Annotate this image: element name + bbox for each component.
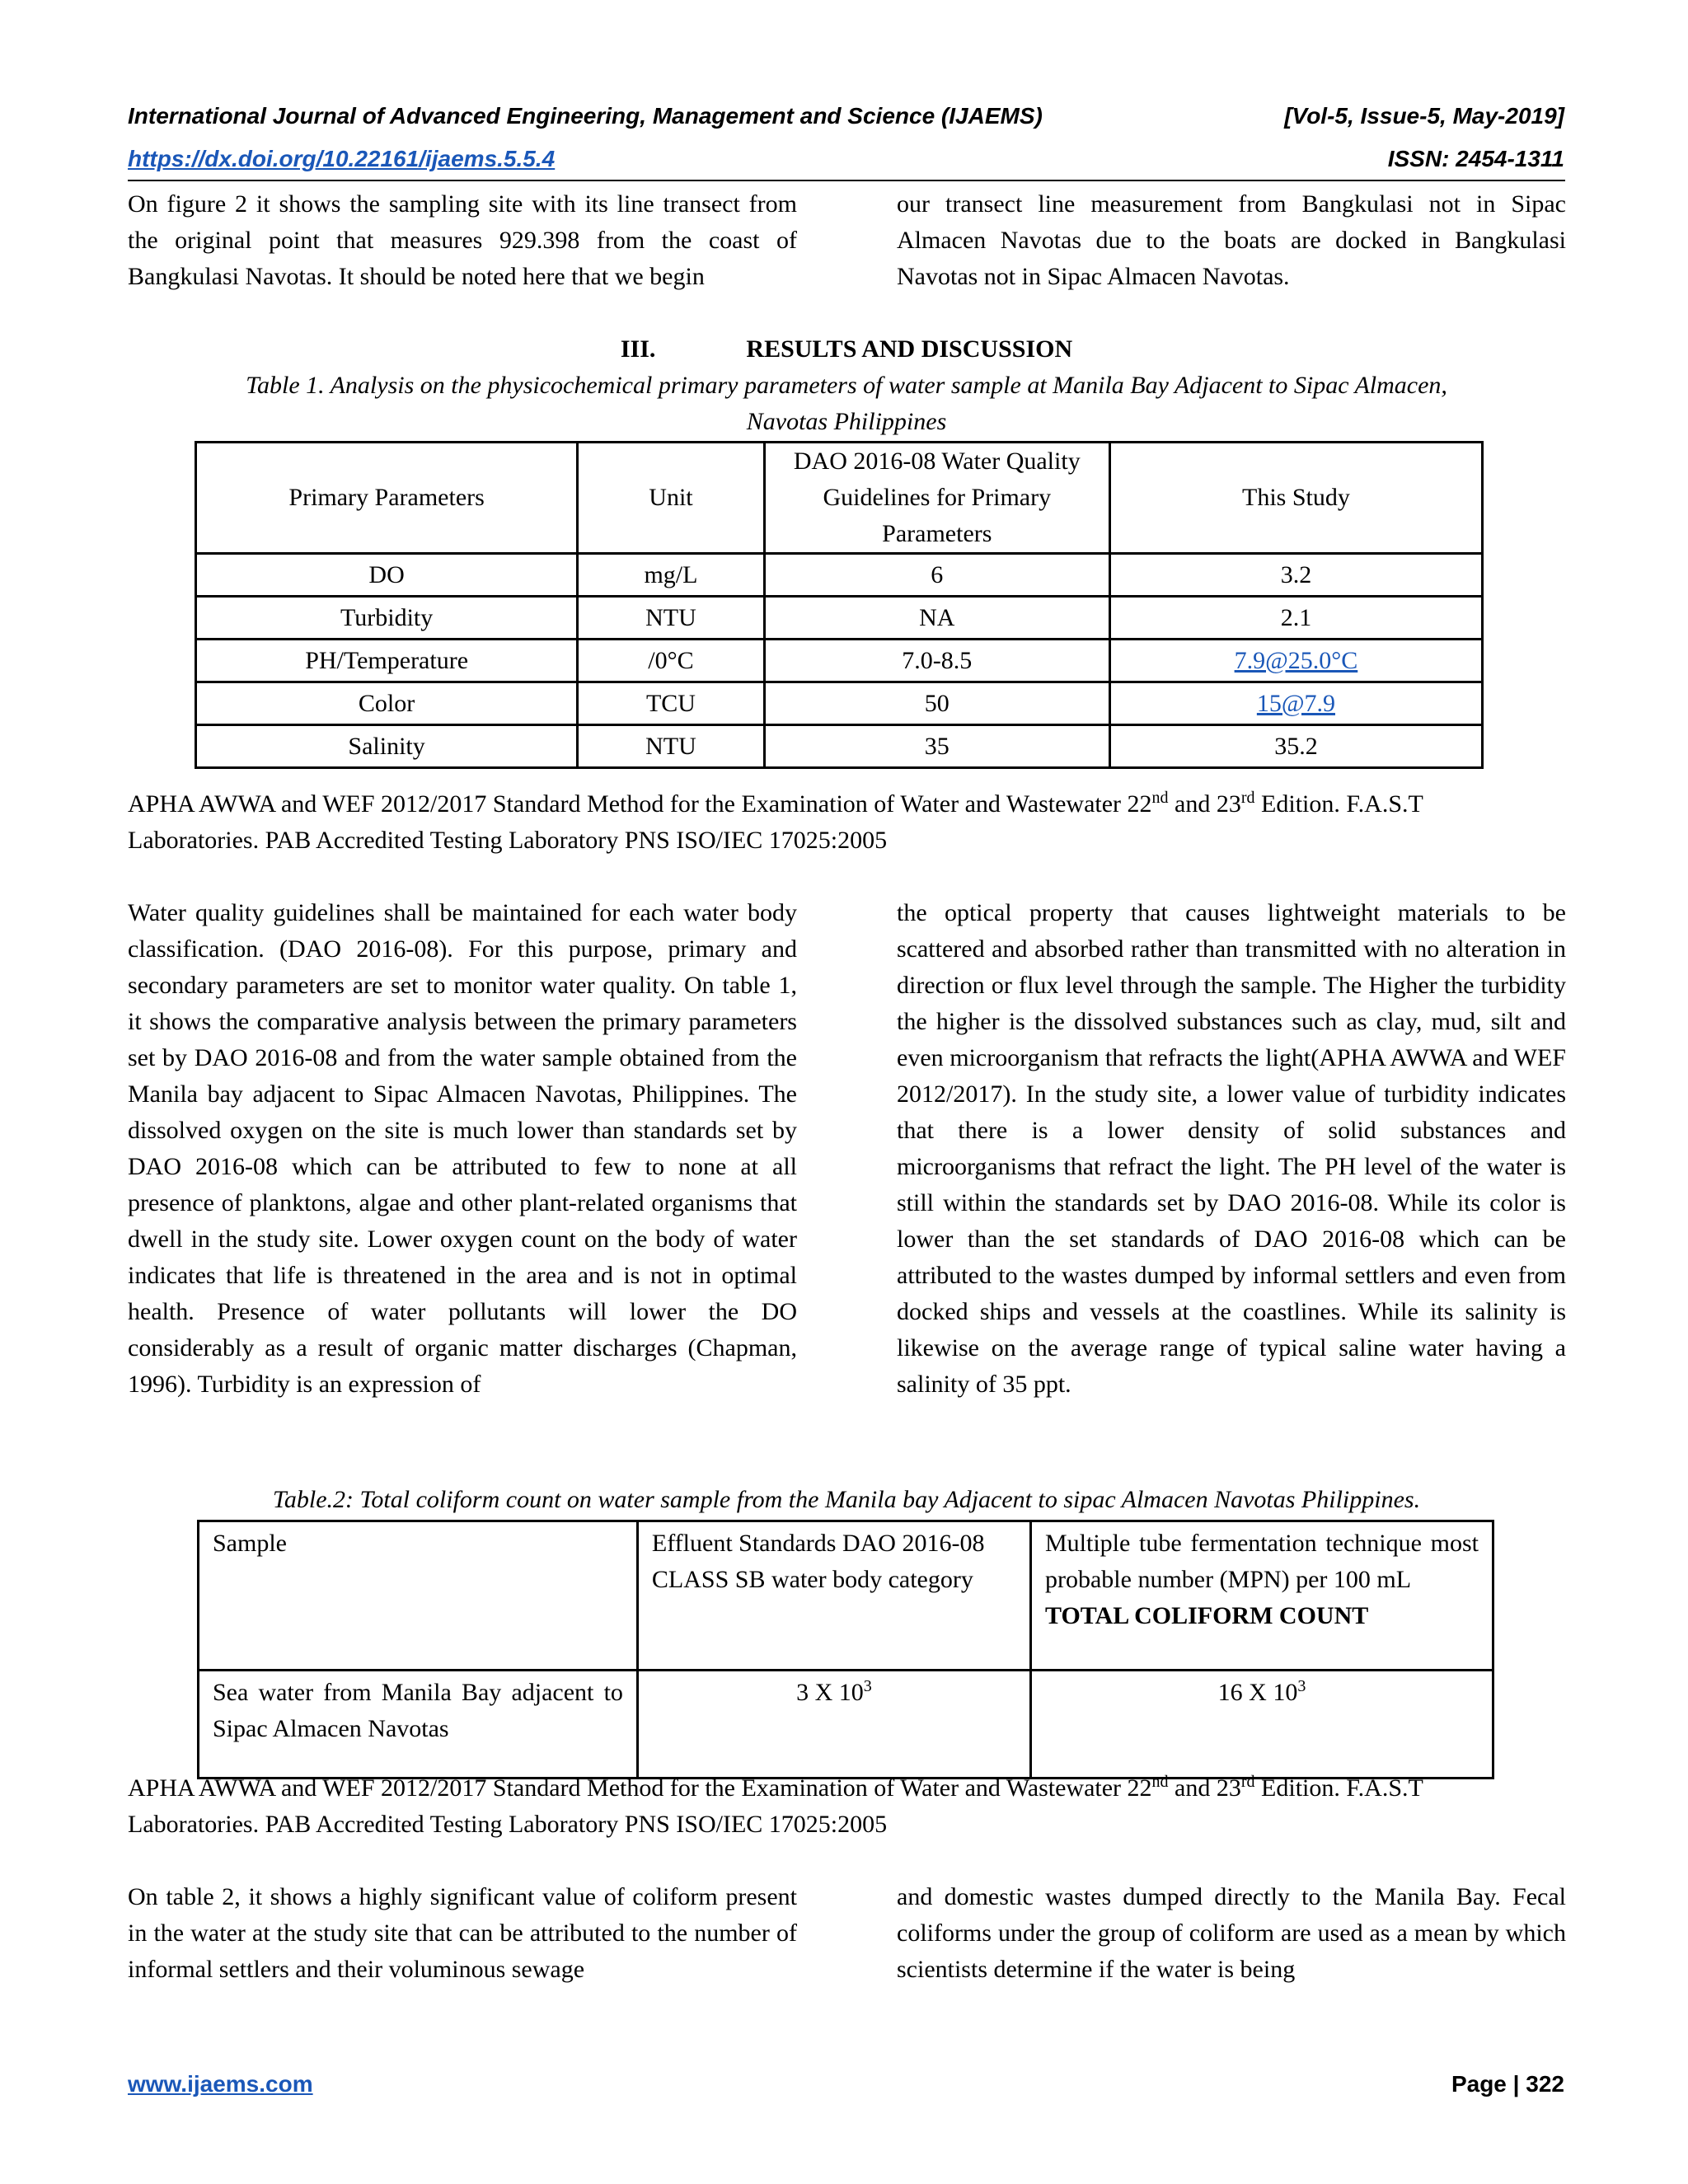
intro-right-column xyxy=(897,186,1566,295)
footer-website-link[interactable]: www.ijaems.com xyxy=(128,2071,313,2097)
section-number: III. xyxy=(620,335,656,363)
table-cell: 3.2 xyxy=(1109,554,1482,597)
final-left-column xyxy=(128,1879,797,1988)
table1-header-cell: DAO 2016-08 Water Quality Guidelines for Primary Parameters xyxy=(764,443,1109,554)
source-note-line1: APHA AWWA and WEF 2012/2017 Standard Method for the Examination of Water and Wastewater 22nd and 23rd Edition. F.A.S.T xyxy=(128,789,1423,818)
body-right-column xyxy=(897,895,1566,1403)
page-number: Page | 322 xyxy=(1451,2071,1564,2097)
table2-source-note xyxy=(128,1770,1565,1843)
table2-caption: Table.2: Total coliform count on water sample from the Manila bay Adjacent to sipac Almacen Navotas Philippines. xyxy=(272,1486,1421,1513)
table1-header-cell: This Study xyxy=(1109,443,1482,554)
source-note-line2: Laboratories. PAB Accredited Testing Laboratory PNS ISO/IEC 17025:2005 xyxy=(128,1811,888,1838)
table1-header-row xyxy=(196,443,1483,554)
table1-header-cell: Unit xyxy=(578,443,765,554)
body-right-paragraph: the optical property that causes lightweight materials to be scattered and absorbed rather than transmitted with no alteration in direction or flux level through the sample. The Higher the turbidity the higher is the dissolved substances such as clay, mud, silt and even microorganism that refracts the light(APHA AWWA and WEF 2012/2017). In the study site, a lower value of turbidity indicates that there is a lower density of solid substances and microorganisms that refract the light. The PH level of the water is still within the standards set by DAO 2016-08. While its color is lower than the set standards of DAO 2016-08 which can be attributed to the wastes dumped by informal settlers and even from docked ships and vessels at the coastlines. While its salinity is likewise on the average range of typical saline water having a salinity of 35 ppt. xyxy=(897,899,1566,1398)
body-left-column xyxy=(128,895,797,1403)
table-cell: 6 xyxy=(764,554,1109,597)
table-cell: PH/Temperature xyxy=(196,640,578,682)
table-cell: Salinity xyxy=(196,725,578,768)
final-right-paragraph: and domestic wastes dumped directly to the Manila Bay. Fecal coliforms under the group of coliform are used as a mean by which scientists determine if the water is being xyxy=(897,1883,1566,1983)
table1-header-cell: Primary Parameters xyxy=(196,443,578,554)
table-cell: DO xyxy=(196,554,578,597)
table-cell: NTU xyxy=(578,725,765,768)
final-left-paragraph: On table 2, it shows a highly significant value of coliform present in the water at the study site that can be attributed to the number of informal settlers and their voluminous sewage xyxy=(128,1883,797,1983)
table-row xyxy=(196,682,1483,725)
source-note-line2: Laboratories. PAB Accredited Testing Laboratory PNS ISO/IEC 17025:2005 xyxy=(128,827,888,854)
table-row xyxy=(196,640,1483,682)
table-cell: 3 X $10^3$ xyxy=(637,1671,1030,1779)
table-cell: 50 xyxy=(764,682,1109,725)
journal-title: International Journal of Advanced Engineering, Management and Science (IJAEMS) xyxy=(128,103,1043,129)
table-row xyxy=(196,725,1483,768)
table-cell: 35.2 xyxy=(1109,725,1482,768)
source-note-line1: APHA AWWA and WEF 2012/2017 Standard Method for the Examination of Water and Wastewater 22nd and 23rd Edition. F.A.S.T xyxy=(128,1773,1423,1802)
section-heading xyxy=(128,331,1565,368)
table-cell: 7.0-8.5 xyxy=(764,640,1109,682)
email-style-link[interactable]: 15@7.9 xyxy=(1256,689,1335,717)
table2 xyxy=(197,1520,1494,1779)
table1 xyxy=(195,441,1484,769)
table2-header-mpn: Multiple tube fermentation technique most probable number (MPN) per 100 mL TOTAL COLIFORM COUNT xyxy=(1030,1521,1493,1671)
table-cell: 16 X $10^3$ xyxy=(1030,1671,1493,1779)
section-title: RESULTS AND DISCUSSION xyxy=(746,335,1073,363)
table-cell: 35 xyxy=(764,725,1109,768)
table2-header-sample: Sample xyxy=(199,1521,638,1671)
table-cell xyxy=(1109,682,1482,725)
intro-left-paragraph: On figure 2 it shows the sampling site with its line transect from the original point that measures 929.398 from the coast of Bangkulasi Navotas. It should be noted here that we begin xyxy=(128,190,797,290)
table1-caption-line2: Navotas Philippines xyxy=(746,408,947,435)
table-cell: NA xyxy=(764,597,1109,640)
email-style-link[interactable]: 7.9@25.0°C xyxy=(1234,646,1358,674)
header-rule xyxy=(128,180,1565,181)
table-row xyxy=(196,554,1483,597)
table-row xyxy=(199,1671,1493,1779)
table-cell: 2.1 xyxy=(1109,597,1482,640)
table-cell: /0°C xyxy=(578,640,765,682)
final-right-column xyxy=(897,1879,1566,1988)
intro-left-column xyxy=(128,186,797,295)
table-row xyxy=(196,597,1483,640)
table-cell: Turbidity xyxy=(196,597,578,640)
table-cell: mg/L xyxy=(578,554,765,597)
table-cell xyxy=(1109,640,1482,682)
table-cell: TCU xyxy=(578,682,765,725)
table2-header-row xyxy=(199,1521,1493,1671)
intro-right-paragraph: our transect line measurement from Bangkulasi not in Sipac Almacen Navotas due to the boats are docked in Bangkulasi Navotas not in Sipac Almacen Navotas. xyxy=(897,190,1566,290)
table-cell: NTU xyxy=(578,597,765,640)
volume-issue: [Vol-5, Issue-5, May-2019] xyxy=(1284,103,1564,129)
table1-source-note xyxy=(128,786,1565,859)
table2-header-standard: Effluent Standards DAO 2016-08 CLASS SB water body category xyxy=(637,1521,1030,1671)
table1-caption-line1: Table 1. Analysis on the physicochemical primary parameters of water sample at Manila Bay Adjacent to Sipac Almacen, xyxy=(246,372,1447,399)
doi-link[interactable]: https://dx.doi.org/10.22161/ijaems.5.5.4 xyxy=(128,146,556,171)
table-cell: Color xyxy=(196,682,578,725)
table-cell: Sea water from Manila Bay adjacent to Sipac Almacen Navotas xyxy=(199,1671,638,1779)
issn: ISSN: 2454-1311 xyxy=(1387,146,1564,171)
body-left-paragraph: Water quality guidelines shall be maintained for each water body classification. (DAO 2016-08). For this purpose, primary and secondary parameters are set to monitor water quality. On table 1, it shows the comparative analysis between the primary parameters set by DAO 2016-08 and from the water sample obtained from the Manila bay adjacent to Sipac Almacen Navotas, Philippines. The dissolved oxygen on the site is much lower than standards set by DAO 2016-08 which can be attributed to few to none at all presence of planktons, algae and other plant-related organisms that dwell in the study site. Lower oxygen count on the body of water indicates that life is threatened in the area and is not in optimal health. Presence of water pollutants will lower the DO considerably as a result of organic matter discharges (Chapman, 1996). Turbidity is an expression of xyxy=(128,899,797,1398)
